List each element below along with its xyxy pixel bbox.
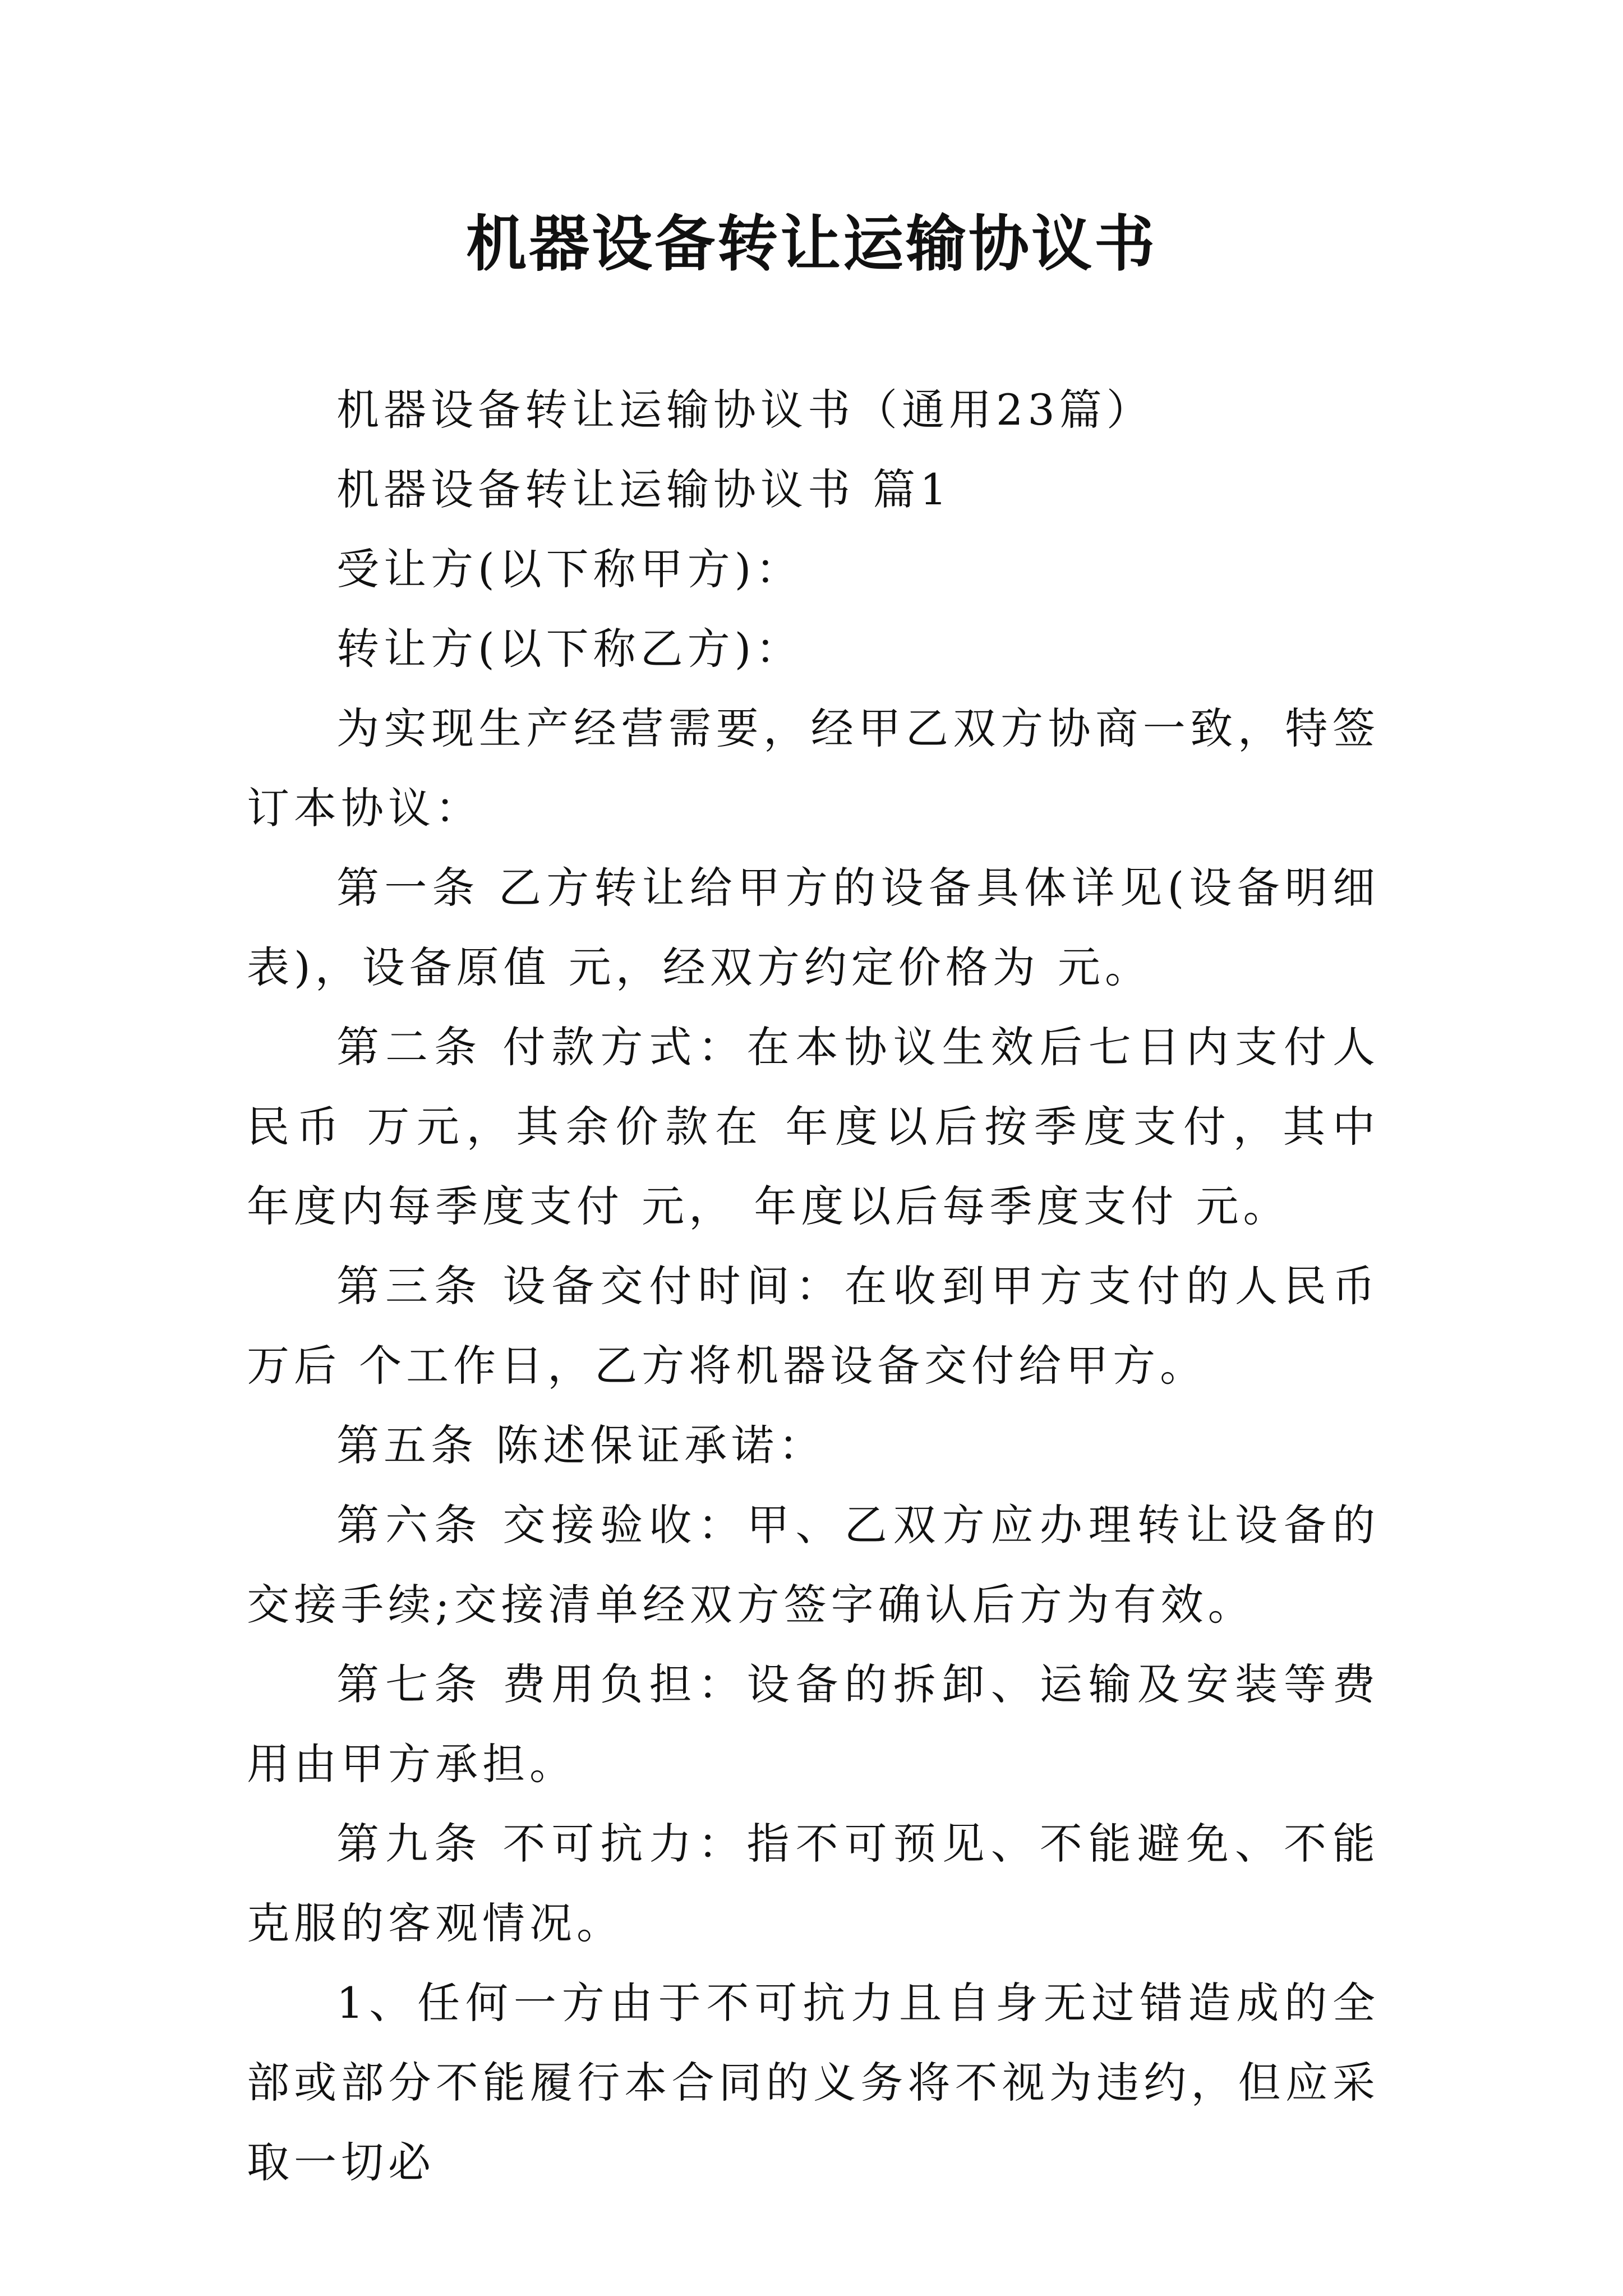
paragraph-clause-3: 第三条 设备交付时间：在收到甲方支付的人民币 万后 个工作日，乙方将机器设备交付给甲方。	[247, 1261, 1380, 1391]
paragraph-clause-1: 第一条 乙方转让给甲方的设备具体详见(设备明细表)，设备原值 元，经双方约定价格为 元。	[247, 863, 1380, 992]
paragraph-clause-5: 第五条 陈述保证承诺：	[336, 1420, 826, 1470]
paragraph-clause-2: 第二条 付款方式：在本协议生效后七日内支付人民币 万元，其余价款在 年度以后按季度支付，其中 年度内每季度支付 元， 年度以后每季度支付 元。	[247, 1022, 1380, 1231]
paragraph-subtitle: 机器设备转让运输协议书（通用23篇）	[336, 385, 1154, 435]
paragraph-clause-6: 第六条 交接验收：甲、乙双方应办理转让设备的交接手续;交接清单经双方签字确认后方为有效。	[247, 1500, 1380, 1630]
paragraph-party-b: 转让方(以下称乙方)：	[336, 624, 803, 674]
paragraph-clause-7: 第七条 费用负担：设备的拆卸、运输及安装等费用由甲方承担。	[247, 1659, 1380, 1789]
paragraph-clause-9: 第九条 不可抗力：指不可预见、不能避免、不能克服的客观情况。	[247, 1819, 1380, 1948]
paragraph-article-heading: 机器设备转让运输协议书 篇1	[336, 464, 952, 514]
paragraph-party-a: 受让方(以下称甲方)：	[336, 544, 803, 594]
paragraph-force-majeure-1: 1、任何一方由于不可抗力且自身无过错造成的全部或部分不能履行本合同的义务将不视为违约，但应采取一切必	[247, 1978, 1380, 2187]
document-body	[247, 370, 1380, 2202]
document-title: 机器设备转让运输协议书	[465, 209, 1157, 279]
paragraph-preamble: 为实现生产经营需要，经甲乙双方协商一致，特签订本协议：	[247, 703, 1380, 833]
